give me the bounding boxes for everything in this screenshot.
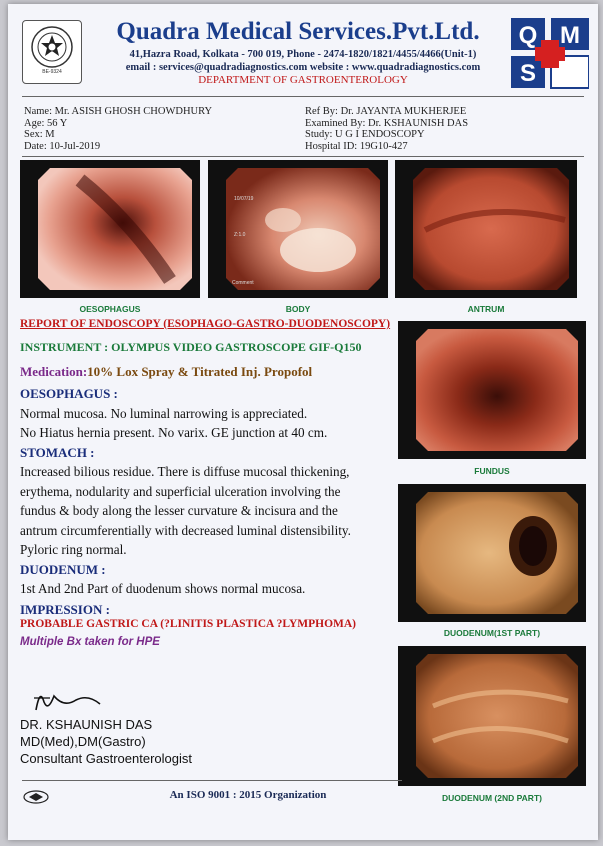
endoscopy-image-antrum [395, 160, 577, 298]
duodenum1-image [398, 484, 586, 622]
overlay-zoom: Z:1.0 [234, 232, 246, 238]
endoscopy-image-body [208, 160, 388, 298]
medication-label: Medication: [20, 364, 88, 379]
instrument-line: INSTRUMENT : OLYMPUS VIDEO GASTROSCOPE GIF-Q150 [20, 340, 362, 354]
contact-line: email : services@quadradiagnostics.com website : www.quadradiagnostics.com [125, 62, 481, 73]
duodenum2-image [398, 646, 586, 786]
fundus-image [398, 321, 586, 459]
endoscopy-image-duodenum1 [398, 484, 586, 622]
caption-duodenum2: DUODENUM (2ND PART) [442, 793, 542, 803]
oesophagus-finding-2: No Hiatus hernia present. No varix. GE junction at 40 cm. [20, 425, 328, 440]
stomach-finding-1: Increased bilious residue. There is diffuse mucosal thickening, [20, 464, 350, 479]
patient-sex: Sex: M [24, 129, 55, 140]
seal-logo [22, 20, 82, 84]
caption-fundus: FUNDUS [474, 466, 510, 476]
doctor-degrees: MD(Med),DM(Gastro) [20, 734, 146, 749]
stomach-heading: STOMACH : [20, 444, 95, 460]
study-type: Study: U G I ENDOSCOPY [305, 129, 425, 140]
duodenum-heading: DUODENUM : [20, 561, 106, 577]
patient-age: Age: 56 Y [24, 117, 68, 129]
endoscopy-image-fundus [398, 321, 586, 459]
caption-oesophagus: OESOPHAGUS [79, 304, 141, 314]
footer-divider [22, 780, 402, 781]
report-page [8, 4, 598, 840]
patient-info-left [24, 106, 284, 152]
endoscopy-image-oesophagus [20, 160, 200, 298]
referred-by: Ref By: Dr. JAYANTA MUKHERJEE [305, 106, 467, 117]
report-body [20, 384, 398, 599]
patient-name: Name: Mr. ASISH GHOSH CHOWDHURY [24, 106, 213, 117]
stomach-finding-5: Pyloric ring normal. [20, 542, 127, 557]
examined-by: Examined By: Dr. KSHAUNISH DAS [305, 117, 469, 129]
seal-number: BE-9324 [42, 69, 62, 75]
exam-date: Date: 10-Jul-2019 [24, 140, 101, 152]
impression-heading: IMPRESSION : [20, 602, 110, 617]
qms-letter-s: S [519, 60, 537, 87]
signature-icon [30, 684, 110, 716]
caption-duodenum1: DUODENUM(1ST PART) [443, 628, 541, 638]
info-divider [22, 156, 584, 157]
patient-info-right [305, 106, 575, 152]
doctor-name: DR. KSHAUNISH DAS [20, 717, 153, 732]
biopsy-note: Multiple Bx taken for HPE [20, 636, 160, 648]
overlay-date: 10/07/19 [234, 196, 254, 202]
address-line: 41,Hazra Road, Kolkata - 700 019, Phone - 2474-1820/1821/4455/4466(Unit-1) [129, 49, 477, 60]
doctor-title: Consultant Gastroenterologist [20, 751, 192, 766]
antrum-image [395, 160, 577, 298]
duodenum-finding: 1st And 2nd Part of duodenum shows normal mucosa. [20, 581, 306, 596]
company-name: Quadra Medical Services.Pvt.Ltd. [116, 18, 480, 45]
caption-body: BODY [285, 304, 311, 314]
header-divider [22, 96, 584, 97]
stomach-finding-3: fundus & body along the lesser curvature & incisura and the [20, 503, 338, 518]
report-title: REPORT OF ENDOSCOPY (ESOPHAGO-GASTRO-DUODENOSCOPY) [20, 318, 391, 330]
qms-logo [511, 18, 589, 90]
qms-letter-q: Q [518, 22, 538, 49]
iso-statement: An ISO 9001 : 2015 Organization [169, 789, 327, 801]
overlay-comment: Comment [232, 280, 254, 286]
footer-emblem-icon [22, 790, 50, 804]
medication-line [20, 363, 398, 381]
department-name: DEPARTMENT OF GASTROENTEROLOGY [198, 74, 408, 86]
impression-text: PROBABLE GASTRIC CA (?LINITIS PLASTICA ?LYMPHOMA) [20, 618, 357, 630]
medication-value: 10% Lox Spray & Titrated Inj. Propofol [87, 364, 313, 379]
oesophagus-heading: OESOPHAGUS : [20, 386, 118, 401]
hospital-id: Hospital ID: 19G10-427 [305, 140, 408, 152]
stomach-finding-2: erythema, nodularity and superficial ulceration involving the [20, 483, 341, 499]
oesophagus-image [20, 160, 200, 298]
stomach-finding-4: antrum circumferentially with decreased luminal distensibility. [20, 522, 351, 538]
caption-antrum: ANTRUM [467, 304, 505, 314]
endoscopy-image-duodenum2 [398, 646, 586, 786]
oesophagus-finding-1: Normal mucosa. No luminal narrowing is appreciated. [20, 405, 308, 421]
qms-icon [511, 18, 589, 90]
doctor-block [20, 716, 192, 767]
body-image [208, 160, 388, 298]
qms-letter-m: M [560, 22, 580, 49]
company-address [88, 48, 518, 74]
